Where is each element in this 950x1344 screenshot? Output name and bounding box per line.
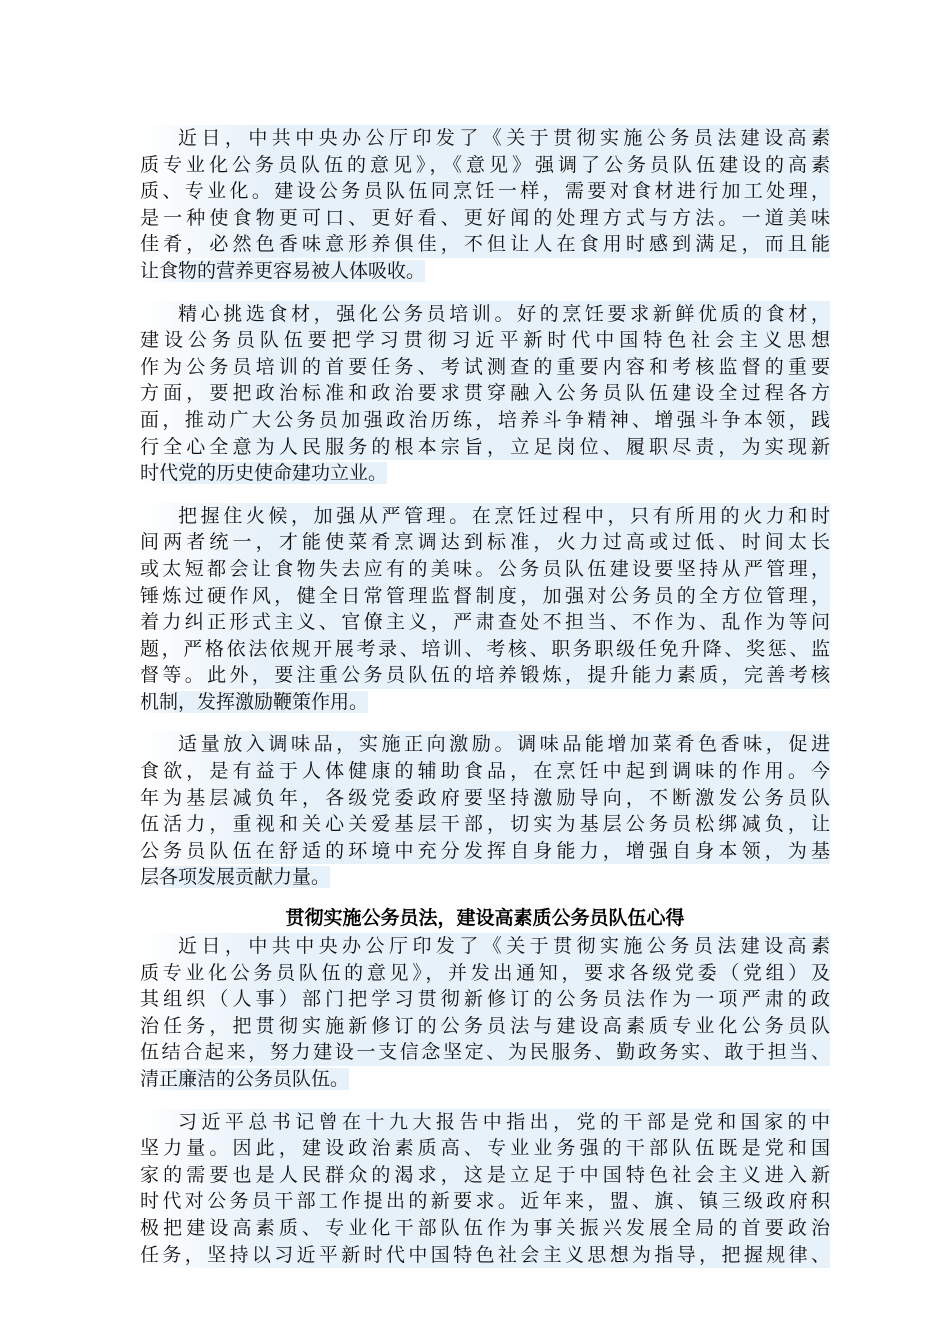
text-line: 治任务，把贯彻实施新修订的公务员法与建设高素质专业化公务员队 xyxy=(140,1013,830,1040)
text-line-segment: 时代党的历史使命建功立业。 xyxy=(140,462,388,485)
paragraph-seasoning xyxy=(140,731,830,891)
text-line xyxy=(140,864,830,891)
text-line: 着力纠正形式主义、官僚主义，严肃查处不担当、不作为、乱作为等问 xyxy=(140,609,830,636)
text-line: 是一种使食物更可口、更好看、更好闻的处理方式与方法。一道美味 xyxy=(140,205,830,232)
text-line xyxy=(140,460,830,487)
text-line: 行全心全意为人民服务的根本宗旨，立足岗位、履职尽责，为实现新 xyxy=(140,434,830,461)
paragraph-intro xyxy=(140,125,830,285)
text-line: 方面，要把政治标准和政治要求贯穿融入公务员队伍建设全过程各方 xyxy=(140,380,830,407)
text-line: 锤炼过硬作风，健全日常管理监督制度，加强对公务员的全方位管理， xyxy=(140,583,830,610)
text-line: 适量放入调味品，实施正向激励。调味品能增加菜肴色香味，促进 xyxy=(140,731,830,758)
text-line: 伍结合起来，努力建设一支信念坚定、为民服务、勤政务实、敢于担当、 xyxy=(140,1039,830,1066)
text-line: 近日，中共中央办公厅印发了《关于贯彻实施公务员法建设高素 xyxy=(140,933,830,960)
text-line: 督等。此外，要注重公务员队伍的培养锻炼，提升能力素质，完善考核 xyxy=(140,662,830,689)
text-line: 质专业化公务员队伍的意见》，并发出通知，要求各级党委（党组）及 xyxy=(140,960,830,987)
text-line: 精心挑选食材，强化公务员培训。好的烹饪要求新鲜优质的食材， xyxy=(140,301,830,328)
text-line: 任务，坚持以习近平新时代中国特色社会主义思想为指导，把握规律、 xyxy=(140,1242,830,1269)
text-line: 作为公务员培训的首要任务、考试测查的重要内容和考核监督的重要 xyxy=(140,354,830,381)
text-line xyxy=(140,258,830,285)
text-line: 其组织（人事）部门把学习贯彻新修订的公务员法作为一项严肃的政 xyxy=(140,986,830,1013)
text-line: 质专业化公务员队伍的意见》，《意见》强调了公务员队伍建设的高素 xyxy=(140,152,830,179)
text-line: 题，严格依法依规开展考录、培训、考核、职务职级任免升降、奖惩、监 xyxy=(140,636,830,663)
text-line: 时代对公务员干部工作提出的新要求。近年来，盟、旗、镇三级政府积 xyxy=(140,1188,830,1215)
text-line: 面，推动广大公务员加强政治历练，培养斗争精神、增强斗争本领，践 xyxy=(140,407,830,434)
text-line-segment: 机制，发挥激励鞭策作用。 xyxy=(140,690,369,713)
text-line: 食欲，是有益于人体健康的辅助食品，在烹饪中起到调味的作用。今 xyxy=(140,758,830,785)
paragraph-heat-control xyxy=(140,503,830,716)
text-line: 坚力量。因此，建设政治素质高、专业业务强的干部队伍既是党和国 xyxy=(140,1135,830,1162)
text-line: 间两者统一，才能使菜肴烹调达到标准，火力过高或过低、时间太长 xyxy=(140,529,830,556)
paragraph-report xyxy=(140,1109,830,1269)
text-line: 伍活力，重视和关心关爱基层干部，切实为基层公务员松绑减负，让 xyxy=(140,811,830,838)
text-line xyxy=(140,1066,830,1093)
text-line: 极把建设高素质、专业化干部队伍作为事关振兴发展全局的首要政治 xyxy=(140,1215,830,1242)
text-line xyxy=(140,689,830,716)
text-line: 家的需要也是人民群众的渴求，这是立足于中国特色社会主义进入新 xyxy=(140,1162,830,1189)
text-line: 建设公务员队伍要把学习贯彻习近平新时代中国特色社会主义思想 xyxy=(140,327,830,354)
text-line: 习近平总书记曾在十九大报告中指出，党的干部是党和国家的中 xyxy=(140,1109,830,1136)
text-line: 年为基层减负年，各级党委政府要坚持激励导向，不断激发公务员队 xyxy=(140,785,830,812)
text-line: 质、专业化。建设公务员队伍同烹饪一样，需要对食材进行加工处理， xyxy=(140,178,830,205)
text-line-segment: 清正廉洁的公务员队伍。 xyxy=(140,1068,350,1090)
text-line: 公务员队伍在舒适的环境中充分发挥自身能力，增强自身本领，为基 xyxy=(140,838,830,865)
text-line: 把握住火候，加强从严管理。在烹饪过程中，只有所用的火力和时 xyxy=(140,503,830,530)
text-line-segment: 让食物的营养更容易被人体吸收。 xyxy=(140,259,426,282)
text-line: 近日，中共中央办公厅印发了《关于贯彻实施公务员法建设高素 xyxy=(140,125,830,152)
document-page xyxy=(140,125,830,1284)
paragraph-ingredients xyxy=(140,301,830,487)
text-line: 佳肴，必然色香味意形养俱佳，不但让人在食用时感到满足，而且能 xyxy=(140,231,830,258)
paragraph-notice xyxy=(140,933,830,1093)
text-line: 或太短都会让食物失去应有的美味。公务员队伍建设要坚持从严管理， xyxy=(140,556,830,583)
section-heading: 贯彻实施公务员法，建设高素质公务员队伍心得 xyxy=(285,907,685,930)
text-line-segment: 层各项发展贡献力量。 xyxy=(140,866,331,889)
